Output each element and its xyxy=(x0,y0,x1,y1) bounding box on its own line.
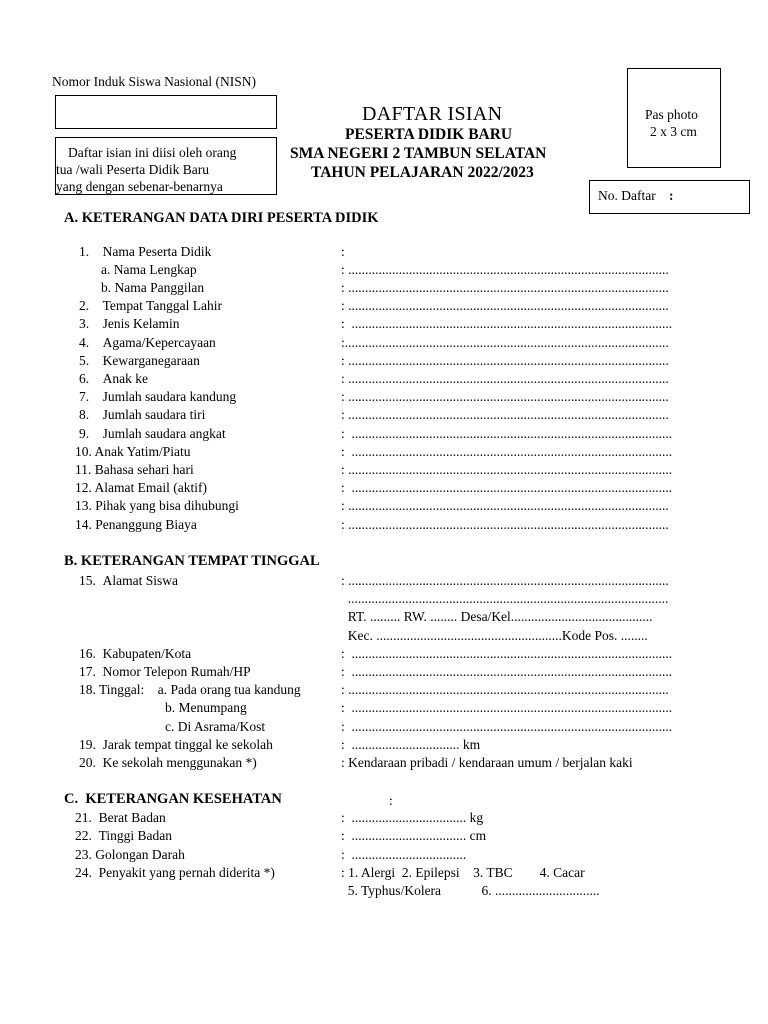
field-label: 17. Nomor Telepon Rumah/HP xyxy=(79,664,251,679)
field-label: 7. Jumlah saudara kandung xyxy=(79,389,237,404)
field-label: a. Nama Lengkap xyxy=(101,262,197,277)
field-label: b. Menumpang xyxy=(165,700,247,715)
field-label: 3. Jenis Kelamin xyxy=(79,316,180,331)
field-label: 15. Alamat Siswa xyxy=(79,573,178,588)
field-label: 6. Anak ke xyxy=(79,371,148,386)
photo-label-2: 2 x 3 cm xyxy=(650,124,697,139)
field-label: b. Nama Panggilan xyxy=(101,280,205,295)
field-value[interactable]: 5. Typhus/Kolera 6. ............................... xyxy=(341,883,600,898)
registration-number-box[interactable] xyxy=(589,180,750,214)
field-value[interactable]: : ............................................................................................... xyxy=(341,573,669,588)
field-label: c. Di Asrama/Kost xyxy=(165,719,266,734)
section-b-heading: B. KETERANGAN TEMPAT TINGGAL xyxy=(64,553,320,569)
photo-box xyxy=(627,68,721,168)
field-label: 9. Jumlah saudara angkat xyxy=(79,426,226,441)
field-value[interactable]: : ............................................................................................... xyxy=(341,498,669,513)
nisn-input-box[interactable] xyxy=(55,95,277,129)
field-value[interactable]: : ................................ km xyxy=(341,737,481,752)
field-label: 12. Alamat Email (aktif) xyxy=(75,480,207,495)
field-label: 14. Penanggung Biaya xyxy=(75,517,197,532)
field-label: 4. Agama/Kepercayaan xyxy=(79,335,216,350)
field-value[interactable]: : ............................................................................................... xyxy=(341,664,673,679)
field-label: 18. Tinggal: a. Pada orang tua kandung xyxy=(79,682,301,697)
field-label: 22. Tinggi Badan xyxy=(75,828,173,843)
field-label: 20. Ke sekolah menggunakan *) xyxy=(79,755,257,770)
field-value[interactable]: : ............................................................................................... xyxy=(341,280,669,295)
field-label: 5. Kewarganegaraan xyxy=(79,353,200,368)
instruction-note-line2: tua /wali Peserta Didik Baru xyxy=(56,162,209,177)
field-value[interactable]: RT. ......... RW. ........ Desa/Kel.......................................... xyxy=(341,609,653,624)
field-value[interactable]: : ............................................................................................... xyxy=(341,316,673,331)
field-value[interactable]: :................................................................................................ xyxy=(341,335,669,350)
section-c-heading: C. KETERANGAN KESEHATAN xyxy=(64,791,282,807)
field-label: 19. Jarak tempat tinggal ke sekolah xyxy=(79,737,273,752)
field-value[interactable]: : 1. Alergi 2. Epilepsi 3. TBC 4. Cacar xyxy=(341,865,585,880)
form-subtitle-3: TAHUN PELAJARAN 2022/2023 xyxy=(311,164,534,181)
field-value[interactable]: : ............................................................................................... xyxy=(341,389,669,404)
no-daftar-colon: : xyxy=(669,188,674,203)
form-subtitle-1: PESERTA DIDIK BARU xyxy=(345,126,513,143)
instruction-note-line3: yang dengan sebenar-benarnya xyxy=(56,179,223,194)
field-label: 1. Nama Peserta Didik xyxy=(79,244,212,259)
field-value[interactable]: : ............................................................................................... xyxy=(341,444,673,459)
field-value[interactable]: : Kendaraan pribadi / kendaraan umum / berjalan kaki xyxy=(341,755,633,770)
field-value[interactable]: : ............................................................................................... xyxy=(341,682,669,697)
field-value[interactable]: : ............................................................................................... xyxy=(341,353,669,368)
field-value[interactable]: : ............................................................................................... xyxy=(341,719,673,734)
field-value[interactable]: : ............................................................................................... xyxy=(341,407,669,422)
no-daftar-label: No. Daftar xyxy=(598,188,656,203)
instruction-note-box xyxy=(55,137,277,195)
field-value[interactable]: : .................................. kg xyxy=(341,810,484,825)
field-label: 13. Pihak yang bisa dihubungi xyxy=(75,498,239,513)
instruction-note-line1: Daftar isian ini diisi oleh orang xyxy=(68,145,237,160)
section-a-heading: A. KETERANGAN DATA DIRI PESERTA DIDIK xyxy=(64,210,379,226)
field-label: 24. Penyakit yang pernah diderita *) xyxy=(75,865,275,880)
field-label: 23. Golongan Darah xyxy=(75,847,185,862)
nisn-label: Nomor Induk Siswa Nasional (NISN) xyxy=(52,74,256,89)
field-value[interactable]: : ............................................................................................... xyxy=(341,517,669,532)
field-value[interactable]: : .................................. cm xyxy=(341,828,487,843)
field-label: 8. Jumlah saudara tiri xyxy=(79,407,206,422)
field-value: : xyxy=(341,244,345,259)
field-label: 11. Bahasa sehari hari xyxy=(75,462,194,477)
field-value[interactable]: : ............................................................................................... xyxy=(341,262,669,277)
field-value[interactable]: : ............................................................................................... xyxy=(341,371,669,386)
field-value[interactable]: Kec. .......................................................Kode Pos. ........ xyxy=(341,628,648,643)
field-label: 2. Tempat Tanggal Lahir xyxy=(79,298,222,313)
field-value[interactable]: : ............................................................................................... xyxy=(341,700,673,715)
field-value[interactable]: ............................................................................................... xyxy=(341,591,669,606)
field-value[interactable]: : .................................. xyxy=(341,847,467,862)
field-label: 16. Kabupaten/Kota xyxy=(79,646,192,661)
field-value[interactable]: : ............................................................................................... xyxy=(341,298,669,313)
field-value[interactable]: : ............................................................................................... xyxy=(341,646,673,661)
field-label: 10. Anak Yatim/Piatu xyxy=(75,444,191,459)
photo-label-1: Pas photo xyxy=(645,107,698,122)
field-value[interactable]: : ............................................................................................... xyxy=(341,480,673,495)
form-title: DAFTAR ISIAN xyxy=(362,103,503,125)
field-label: 21. Berat Badan xyxy=(75,810,166,825)
field-value[interactable]: : ............................................................................................... xyxy=(341,426,673,441)
form-subtitle-2: SMA NEGERI 2 TAMBUN SELATAN xyxy=(290,145,547,162)
section-c-heading-colon: : xyxy=(389,793,393,808)
field-value[interactable]: : ................................................................................................ xyxy=(341,462,673,477)
